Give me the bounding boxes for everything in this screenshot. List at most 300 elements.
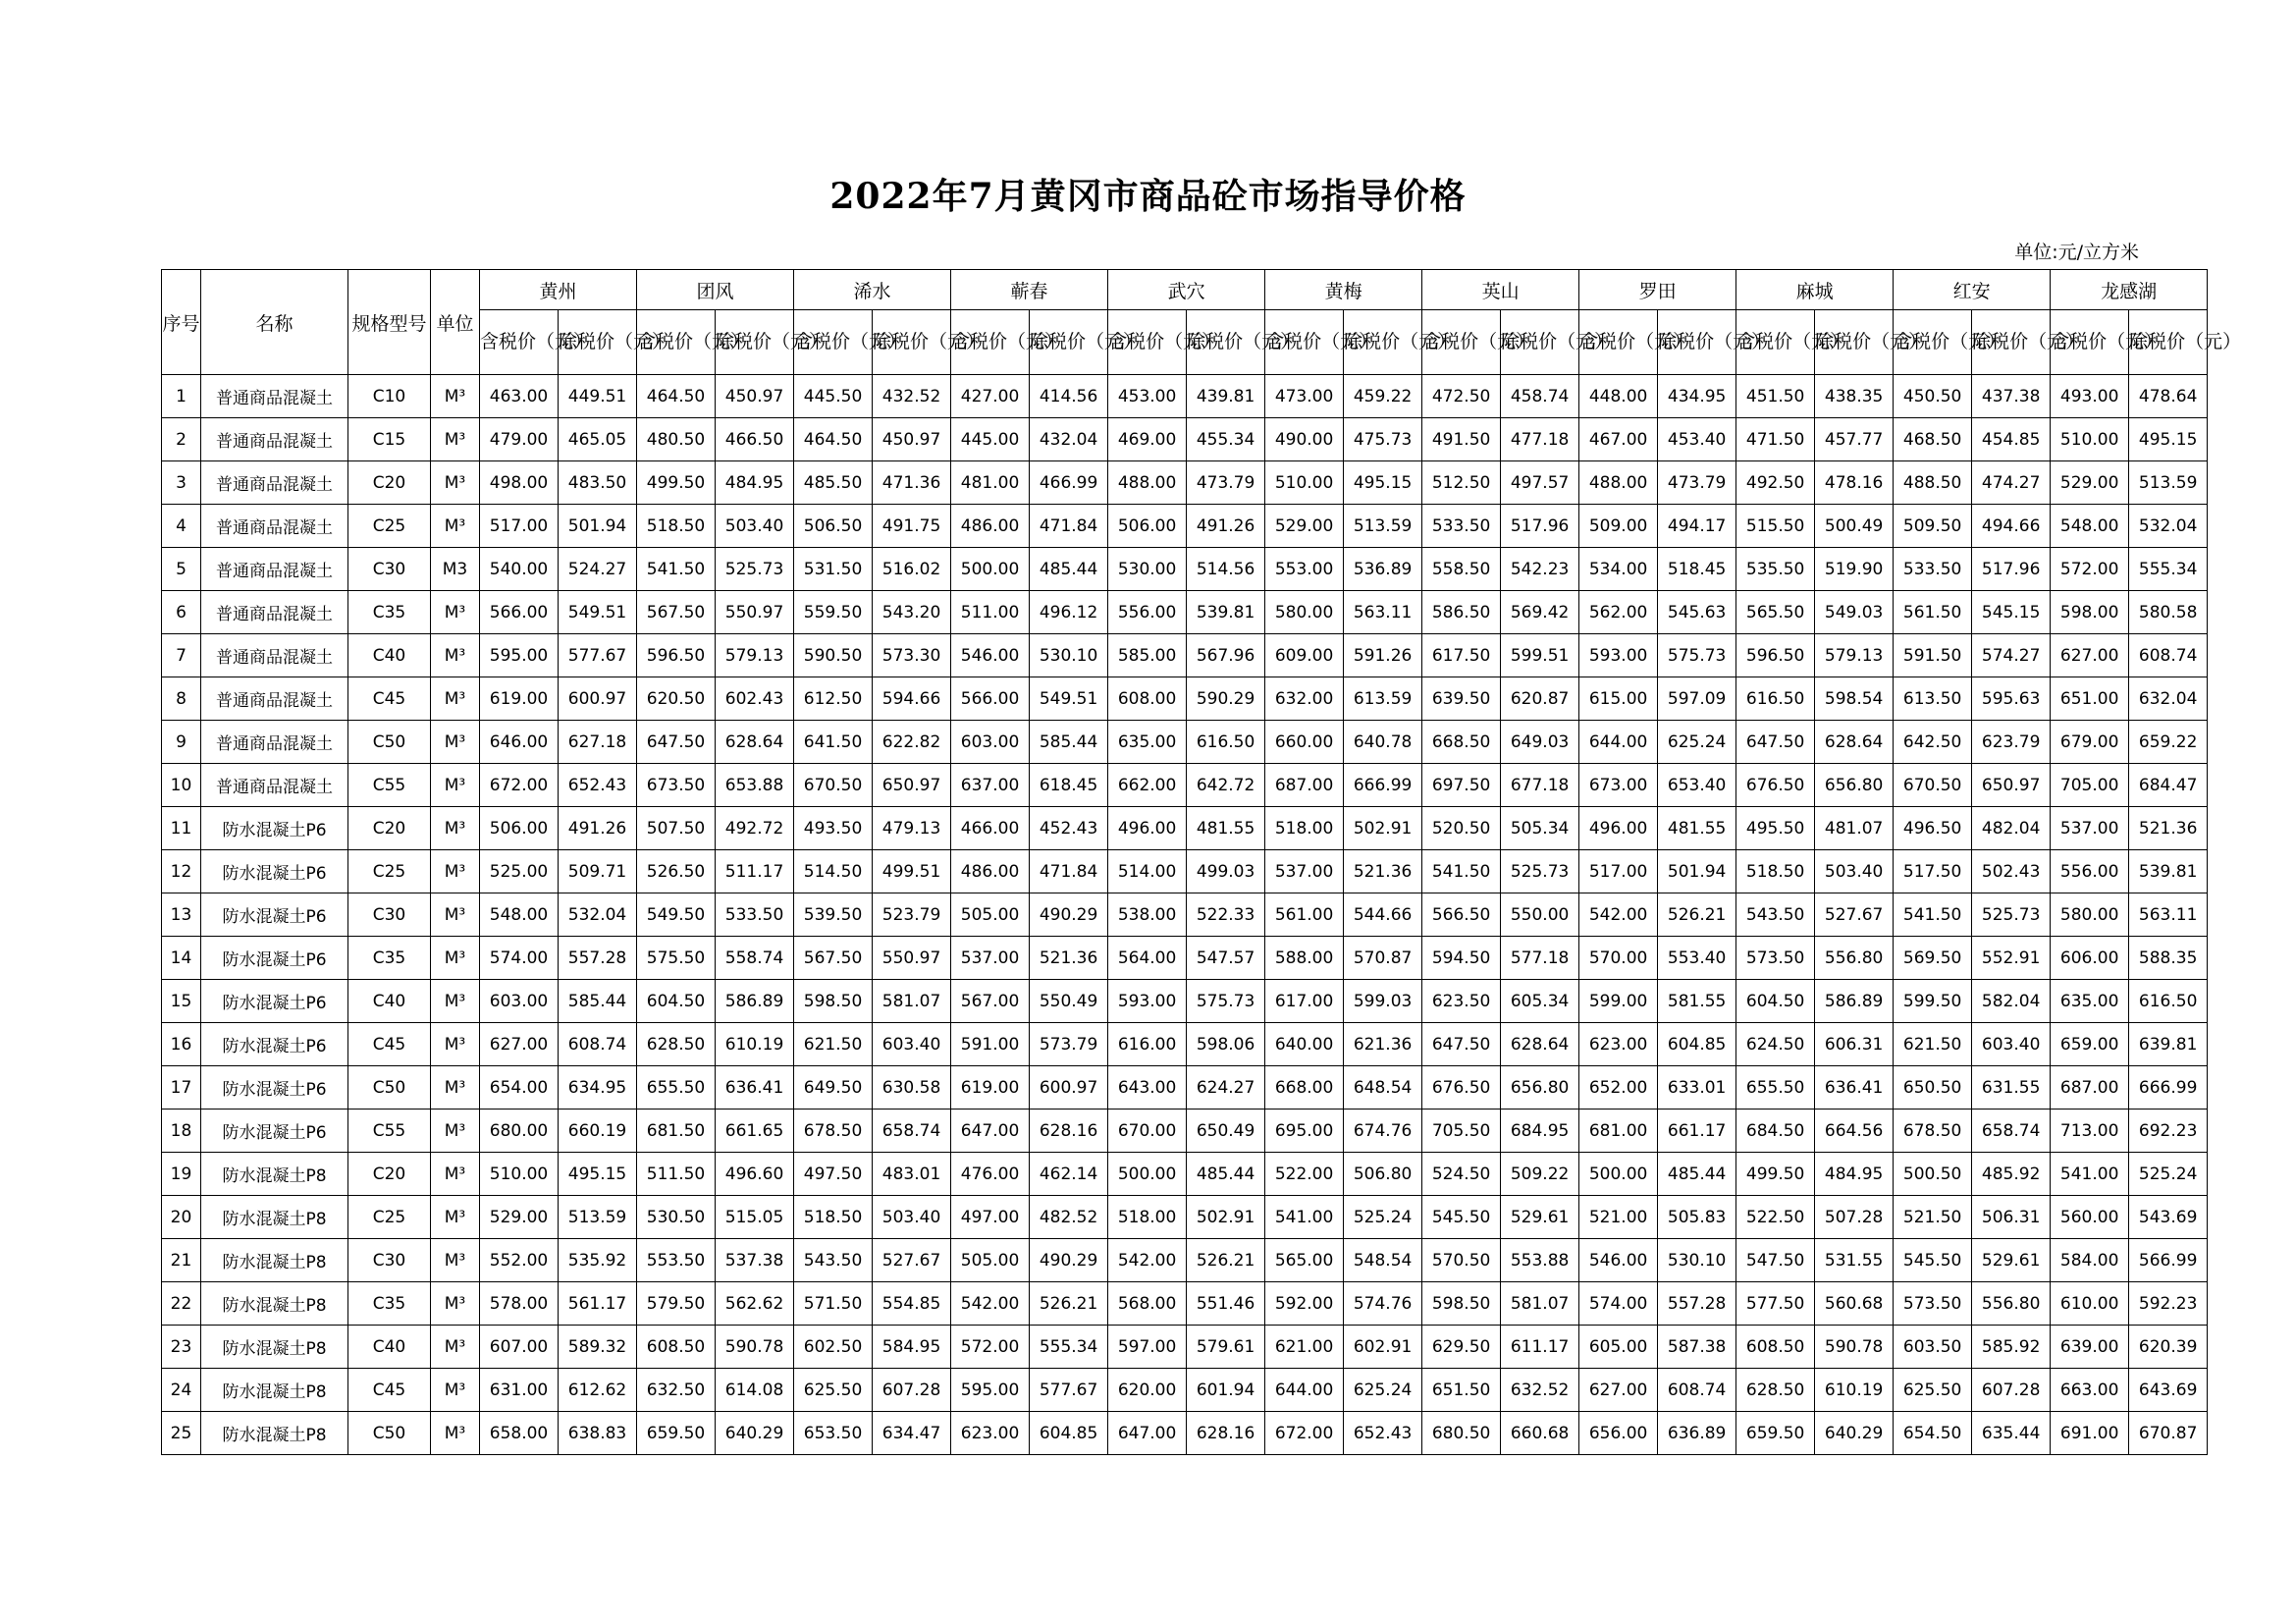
price-tax-included: 596.50 — [637, 634, 716, 677]
table-row — [162, 1412, 2208, 1455]
price-tax-included: 588.00 — [1265, 937, 1344, 980]
price-tax-included: 656.00 — [1579, 1412, 1658, 1455]
price-tax-excluded: 581.55 — [1658, 980, 1736, 1023]
price-tax-excluded: 611.17 — [1501, 1326, 1579, 1369]
price-tax-included: 500.50 — [1894, 1153, 1972, 1196]
price-tax-excluded: 550.97 — [873, 937, 951, 980]
price-tax-excluded: 551.46 — [1187, 1282, 1265, 1326]
price-tax-excluded: 548.54 — [1344, 1239, 1422, 1282]
price-tax-included: 598.00 — [2051, 591, 2129, 634]
price-tax-included: 673.50 — [637, 764, 716, 807]
price-tax-excluded: 495.15 — [2129, 418, 2208, 461]
price-tax-excluded: 432.52 — [873, 375, 951, 418]
price-tax-included: 573.50 — [1736, 937, 1815, 980]
row-name: 普通商品混凝土 — [201, 721, 348, 764]
price-tax-excluded: 521.36 — [1344, 850, 1422, 893]
price-tax-excluded: 537.38 — [716, 1239, 794, 1282]
price-tax-included: 680.50 — [1422, 1412, 1501, 1455]
header-tax-included: 含税价（元） — [1108, 310, 1187, 375]
price-tax-excluded: 479.13 — [873, 807, 951, 850]
region-header: 蕲春 — [951, 270, 1108, 310]
price-tax-included: 584.00 — [2051, 1239, 2129, 1282]
price-tax-included: 603.50 — [1894, 1326, 1972, 1369]
price-tax-excluded: 652.43 — [559, 764, 637, 807]
row-seq: 3 — [162, 461, 201, 505]
price-tax-included: 676.50 — [1736, 764, 1815, 807]
price-tax-included: 546.00 — [1579, 1239, 1658, 1282]
row-name: 防水混凝土P6 — [201, 1066, 348, 1110]
price-tax-excluded: 650.97 — [873, 764, 951, 807]
header-tax-excluded: 除税价（元） — [716, 310, 794, 375]
price-tax-excluded: 527.67 — [873, 1239, 951, 1282]
price-tax-excluded: 660.68 — [1501, 1412, 1579, 1455]
price-tax-included: 537.00 — [951, 937, 1030, 980]
price-tax-included: 526.50 — [637, 850, 716, 893]
row-seq: 17 — [162, 1066, 201, 1110]
price-tax-excluded: 605.34 — [1501, 980, 1579, 1023]
price-tax-included: 567.50 — [637, 591, 716, 634]
price-tax-included: 545.50 — [1894, 1239, 1972, 1282]
price-tax-included: 486.00 — [951, 850, 1030, 893]
row-spec: C55 — [348, 764, 431, 807]
price-tax-included: 560.00 — [2051, 1196, 2129, 1239]
price-tax-excluded: 549.03 — [1815, 591, 1894, 634]
price-tax-excluded: 588.35 — [2129, 937, 2208, 980]
price-tax-included: 476.00 — [951, 1153, 1030, 1196]
price-tax-excluded: 633.01 — [1658, 1066, 1736, 1110]
price-tax-excluded: 598.06 — [1187, 1023, 1265, 1066]
price-tax-included: 569.50 — [1894, 937, 1972, 980]
price-tax-excluded: 526.21 — [1658, 893, 1736, 937]
price-tax-excluded: 473.79 — [1658, 461, 1736, 505]
price-tax-excluded: 500.49 — [1815, 505, 1894, 548]
price-tax-excluded: 579.13 — [1815, 634, 1894, 677]
region-header: 团风 — [637, 270, 794, 310]
price-tax-included: 521.50 — [1894, 1196, 1972, 1239]
price-tax-excluded: 539.81 — [2129, 850, 2208, 893]
row-unit: M³ — [431, 1023, 480, 1066]
price-tax-included: 620.50 — [637, 677, 716, 721]
price-tax-excluded: 503.40 — [1815, 850, 1894, 893]
price-tax-included: 485.50 — [794, 461, 873, 505]
price-tax-included: 659.50 — [637, 1412, 716, 1455]
price-tax-included: 598.50 — [1422, 1282, 1501, 1326]
price-tax-excluded: 660.19 — [559, 1110, 637, 1153]
row-unit: M³ — [431, 764, 480, 807]
price-tax-excluded: 525.73 — [1501, 850, 1579, 893]
table-row — [162, 1369, 2208, 1412]
price-tax-excluded: 544.66 — [1344, 893, 1422, 937]
price-tax-excluded: 505.83 — [1658, 1196, 1736, 1239]
row-unit: M³ — [431, 505, 480, 548]
price-tax-excluded: 570.87 — [1344, 937, 1422, 980]
header-tax-included: 含税价（元） — [2051, 310, 2129, 375]
price-tax-excluded: 553.40 — [1658, 937, 1736, 980]
price-tax-included: 643.00 — [1108, 1066, 1187, 1110]
price-tax-excluded: 483.01 — [873, 1153, 951, 1196]
row-seq: 10 — [162, 764, 201, 807]
price-tax-excluded: 556.80 — [1972, 1282, 2051, 1326]
price-tax-excluded: 543.69 — [2129, 1196, 2208, 1239]
table-row — [162, 850, 2208, 893]
price-tax-included: 678.50 — [1894, 1110, 1972, 1153]
price-tax-excluded: 580.58 — [2129, 591, 2208, 634]
price-tax-included: 567.00 — [951, 980, 1030, 1023]
price-tax-excluded: 521.36 — [2129, 807, 2208, 850]
row-name: 防水混凝土P8 — [201, 1196, 348, 1239]
price-tax-excluded: 495.15 — [559, 1153, 637, 1196]
price-tax-included: 595.00 — [480, 634, 559, 677]
price-tax-included: 541.00 — [2051, 1153, 2129, 1196]
price-tax-excluded: 515.05 — [716, 1196, 794, 1239]
price-tax-excluded: 434.95 — [1658, 375, 1736, 418]
row-name: 防水混凝土P8 — [201, 1282, 348, 1326]
price-tax-excluded: 499.03 — [1187, 850, 1265, 893]
price-tax-excluded: 577.67 — [1030, 1369, 1108, 1412]
row-seq: 2 — [162, 418, 201, 461]
price-tax-included: 658.00 — [480, 1412, 559, 1455]
price-tax-included: 623.00 — [1579, 1023, 1658, 1066]
price-tax-excluded: 531.55 — [1815, 1239, 1894, 1282]
page-title: 2022年7月黄冈市商品砼市场指导价格 — [829, 176, 1467, 217]
price-tax-included: 500.00 — [951, 548, 1030, 591]
price-tax-excluded: 636.41 — [1815, 1066, 1894, 1110]
price-tax-excluded: 494.17 — [1658, 505, 1736, 548]
price-tax-included: 659.00 — [2051, 1023, 2129, 1066]
price-tax-excluded: 535.92 — [559, 1239, 637, 1282]
row-unit: M³ — [431, 980, 480, 1023]
region-header: 红安 — [1894, 270, 2051, 310]
price-tax-excluded: 602.91 — [1344, 1326, 1422, 1369]
price-tax-excluded: 526.21 — [1030, 1282, 1108, 1326]
price-tax-included: 620.00 — [1108, 1369, 1187, 1412]
price-tax-included: 647.00 — [1108, 1412, 1187, 1455]
header-spec: 规格型号 — [348, 270, 431, 375]
row-name: 防水混凝土P8 — [201, 1369, 348, 1412]
price-tax-included: 497.00 — [951, 1196, 1030, 1239]
price-tax-excluded: 525.24 — [2129, 1153, 2208, 1196]
row-spec: C40 — [348, 634, 431, 677]
price-tax-excluded: 474.27 — [1972, 461, 2051, 505]
row-seq: 6 — [162, 591, 201, 634]
price-tax-included: 545.50 — [1422, 1196, 1501, 1239]
price-tax-included: 679.00 — [2051, 721, 2129, 764]
price-tax-included: 512.50 — [1422, 461, 1501, 505]
price-tax-included: 705.50 — [1422, 1110, 1501, 1153]
price-tax-included: 705.00 — [2051, 764, 2129, 807]
price-tax-included: 608.50 — [1736, 1326, 1815, 1369]
row-spec: C35 — [348, 1282, 431, 1326]
price-tax-included: 540.00 — [480, 548, 559, 591]
price-tax-excluded: 471.36 — [873, 461, 951, 505]
price-tax-included: 488.00 — [1579, 461, 1658, 505]
header-tax-included: 含税价（元） — [1579, 310, 1658, 375]
price-tax-excluded: 481.55 — [1658, 807, 1736, 850]
row-name: 普通商品混凝土 — [201, 677, 348, 721]
price-tax-included: 695.00 — [1265, 1110, 1344, 1153]
price-tax-included: 647.50 — [1422, 1023, 1501, 1066]
price-tax-included: 543.50 — [1736, 893, 1815, 937]
price-tax-included: 518.50 — [637, 505, 716, 548]
price-tax-included: 604.50 — [1736, 980, 1815, 1023]
price-tax-included: 624.50 — [1736, 1023, 1815, 1066]
header-tax-excluded: 除税价（元） — [559, 310, 637, 375]
row-unit: M³ — [431, 418, 480, 461]
row-name: 防水混凝土P6 — [201, 850, 348, 893]
price-tax-included: 566.50 — [1422, 893, 1501, 937]
row-seq: 25 — [162, 1412, 201, 1455]
price-tax-included: 546.00 — [951, 634, 1030, 677]
price-tax-excluded: 525.73 — [716, 548, 794, 591]
price-tax-excluded: 638.83 — [559, 1412, 637, 1455]
price-tax-included: 641.50 — [794, 721, 873, 764]
price-tax-included: 605.00 — [1579, 1326, 1658, 1369]
price-tax-included: 637.00 — [951, 764, 1030, 807]
price-tax-excluded: 642.72 — [1187, 764, 1265, 807]
price-tax-excluded: 620.39 — [2129, 1326, 2208, 1369]
header-row-regions — [162, 270, 2208, 310]
price-tax-included: 654.50 — [1894, 1412, 1972, 1455]
row-seq: 24 — [162, 1369, 201, 1412]
price-tax-included: 680.00 — [480, 1110, 559, 1153]
price-tax-excluded: 558.74 — [716, 937, 794, 980]
row-seq: 15 — [162, 980, 201, 1023]
price-tax-excluded: 454.85 — [1972, 418, 2051, 461]
price-tax-included: 469.00 — [1108, 418, 1187, 461]
region-header: 黄州 — [480, 270, 637, 310]
price-tax-included: 497.50 — [794, 1153, 873, 1196]
row-seq: 7 — [162, 634, 201, 677]
table-row — [162, 893, 2208, 937]
price-tax-included: 534.00 — [1579, 548, 1658, 591]
price-tax-excluded: 484.95 — [1815, 1153, 1894, 1196]
price-tax-excluded: 485.44 — [1030, 548, 1108, 591]
price-tax-excluded: 610.19 — [1815, 1369, 1894, 1412]
price-tax-excluded: 640.78 — [1344, 721, 1422, 764]
price-tax-included: 572.00 — [2051, 548, 2129, 591]
table-row — [162, 1066, 2208, 1110]
row-spec: C25 — [348, 505, 431, 548]
price-tax-included: 533.50 — [1422, 505, 1501, 548]
price-tax-excluded: 628.16 — [1030, 1110, 1108, 1153]
price-tax-included: 565.00 — [1265, 1239, 1344, 1282]
price-tax-excluded: 563.11 — [2129, 893, 2208, 937]
price-tax-included: 509.50 — [1894, 505, 1972, 548]
price-tax-excluded: 557.28 — [1658, 1282, 1736, 1326]
price-tax-included: 541.00 — [1265, 1196, 1344, 1239]
price-tax-included: 509.00 — [1579, 505, 1658, 548]
table-body — [162, 375, 2208, 1455]
header-tax-excluded: 除税价（元） — [1344, 310, 1422, 375]
price-tax-excluded: 485.44 — [1187, 1153, 1265, 1196]
price-tax-included: 556.00 — [2051, 850, 2129, 893]
price-tax-excluded: 553.88 — [1501, 1239, 1579, 1282]
price-tax-included: 570.50 — [1422, 1239, 1501, 1282]
price-tax-included: 659.50 — [1736, 1412, 1815, 1455]
price-tax-excluded: 585.44 — [559, 980, 637, 1023]
row-seq: 12 — [162, 850, 201, 893]
price-tax-included: 635.00 — [1108, 721, 1187, 764]
price-tax-excluded: 501.94 — [1658, 850, 1736, 893]
price-tax-included: 627.00 — [1579, 1369, 1658, 1412]
price-tax-excluded: 650.97 — [1972, 764, 2051, 807]
price-tax-excluded: 653.88 — [716, 764, 794, 807]
price-tax-excluded: 653.40 — [1658, 764, 1736, 807]
price-tax-included: 493.00 — [2051, 375, 2129, 418]
row-seq: 20 — [162, 1196, 201, 1239]
price-tax-excluded: 618.45 — [1030, 764, 1108, 807]
price-tax-excluded: 602.43 — [716, 677, 794, 721]
price-tax-excluded: 616.50 — [2129, 980, 2208, 1023]
price-tax-excluded: 557.28 — [559, 937, 637, 980]
price-tax-included: 621.00 — [1265, 1326, 1344, 1369]
region-header: 龙感湖 — [2051, 270, 2208, 310]
row-name: 防水混凝土P8 — [201, 1153, 348, 1196]
price-tax-included: 473.00 — [1265, 375, 1344, 418]
price-tax-included: 521.00 — [1579, 1196, 1658, 1239]
price-tax-excluded: 475.73 — [1344, 418, 1422, 461]
price-tax-included: 562.00 — [1579, 591, 1658, 634]
header-tax-included: 含税价（元） — [1422, 310, 1501, 375]
price-tax-included: 628.50 — [637, 1023, 716, 1066]
price-tax-excluded: 606.31 — [1815, 1023, 1894, 1066]
header-tax-excluded: 除税价（元） — [1030, 310, 1108, 375]
price-tax-included: 604.50 — [637, 980, 716, 1023]
price-tax-included: 547.50 — [1736, 1239, 1815, 1282]
price-tax-included: 515.50 — [1736, 505, 1815, 548]
price-tax-excluded: 502.91 — [1344, 807, 1422, 850]
region-header: 黄梅 — [1265, 270, 1422, 310]
row-seq: 11 — [162, 807, 201, 850]
price-tax-excluded: 471.84 — [1030, 505, 1108, 548]
price-tax-excluded: 532.04 — [559, 893, 637, 937]
price-tax-included: 646.00 — [480, 721, 559, 764]
price-tax-excluded: 561.17 — [559, 1282, 637, 1326]
price-tax-excluded: 607.28 — [1972, 1369, 2051, 1412]
price-tax-excluded: 539.81 — [1187, 591, 1265, 634]
header-tax-excluded: 除税价（元） — [2129, 310, 2208, 375]
header-tax-excluded: 除税价（元） — [1972, 310, 2051, 375]
price-tax-included: 506.50 — [794, 505, 873, 548]
price-tax-excluded: 590.78 — [716, 1326, 794, 1369]
table-row — [162, 721, 2208, 764]
price-tax-excluded: 523.79 — [873, 893, 951, 937]
price-tax-excluded: 684.95 — [1501, 1110, 1579, 1153]
price-tax-included: 466.00 — [951, 807, 1030, 850]
row-spec: C20 — [348, 807, 431, 850]
row-unit: M³ — [431, 1066, 480, 1110]
price-tax-included: 655.50 — [637, 1066, 716, 1110]
price-tax-included: 650.50 — [1894, 1066, 1972, 1110]
row-seq: 9 — [162, 721, 201, 764]
price-tax-included: 530.50 — [637, 1196, 716, 1239]
price-tax-excluded: 573.30 — [873, 634, 951, 677]
row-seq: 5 — [162, 548, 201, 591]
price-tax-included: 713.00 — [2051, 1110, 2129, 1153]
price-tax-included: 491.50 — [1422, 418, 1501, 461]
price-tax-excluded: 547.57 — [1187, 937, 1265, 980]
price-tax-excluded: 437.38 — [1972, 375, 2051, 418]
price-tax-included: 564.00 — [1108, 937, 1187, 980]
price-tax-included: 571.50 — [794, 1282, 873, 1326]
price-tax-included: 486.00 — [951, 505, 1030, 548]
table-row — [162, 548, 2208, 591]
price-tax-included: 627.00 — [2051, 634, 2129, 677]
price-tax-included: 591.00 — [951, 1023, 1030, 1066]
price-tax-excluded: 636.41 — [716, 1066, 794, 1110]
row-spec: C25 — [348, 1196, 431, 1239]
price-tax-excluded: 607.28 — [873, 1369, 951, 1412]
price-tax-excluded: 491.26 — [559, 807, 637, 850]
table-row — [162, 1239, 2208, 1282]
price-tax-included: 678.50 — [794, 1110, 873, 1153]
row-seq: 23 — [162, 1326, 201, 1369]
price-tax-excluded: 628.16 — [1187, 1412, 1265, 1455]
price-tax-included: 517.00 — [1579, 850, 1658, 893]
price-tax-included: 697.50 — [1422, 764, 1501, 807]
price-tax-included: 623.00 — [951, 1412, 1030, 1455]
price-tax-excluded: 496.12 — [1030, 591, 1108, 634]
price-tax-excluded: 608.74 — [1658, 1369, 1736, 1412]
price-tax-included: 525.00 — [480, 850, 559, 893]
price-tax-excluded: 555.34 — [2129, 548, 2208, 591]
price-tax-excluded: 514.56 — [1187, 548, 1265, 591]
price-tax-included: 541.50 — [637, 548, 716, 591]
row-name: 防水混凝土P6 — [201, 893, 348, 937]
price-tax-excluded: 545.15 — [1972, 591, 2051, 634]
price-tax-excluded: 483.50 — [559, 461, 637, 505]
row-seq: 14 — [162, 937, 201, 980]
price-tax-excluded: 659.22 — [2129, 721, 2208, 764]
price-tax-excluded: 503.40 — [873, 1196, 951, 1239]
row-name: 防水混凝土P6 — [201, 1110, 348, 1153]
price-tax-excluded: 590.78 — [1815, 1326, 1894, 1369]
row-spec: C30 — [348, 548, 431, 591]
table-row — [162, 1196, 2208, 1239]
price-tax-excluded: 613.59 — [1344, 677, 1422, 721]
price-tax-excluded: 656.80 — [1501, 1066, 1579, 1110]
price-tax-included: 619.00 — [951, 1066, 1030, 1110]
price-tax-included: 541.50 — [1422, 850, 1501, 893]
header-tax-included: 含税价（元） — [480, 310, 559, 375]
price-tax-included: 445.50 — [794, 375, 873, 418]
header-tax-excluded: 除税价（元） — [1815, 310, 1894, 375]
price-tax-included: 549.50 — [637, 893, 716, 937]
price-tax-included: 542.00 — [951, 1282, 1030, 1326]
price-tax-excluded: 666.99 — [1344, 764, 1422, 807]
price-tax-included: 558.50 — [1422, 548, 1501, 591]
price-tax-included: 472.50 — [1422, 375, 1501, 418]
table-row — [162, 418, 2208, 461]
price-tax-included: 556.00 — [1108, 591, 1187, 634]
price-tax-included: 467.00 — [1579, 418, 1658, 461]
price-tax-included: 566.00 — [480, 591, 559, 634]
price-tax-excluded: 674.76 — [1344, 1110, 1422, 1153]
row-spec: C20 — [348, 461, 431, 505]
header-tax-included: 含税价（元） — [637, 310, 716, 375]
price-tax-excluded: 579.61 — [1187, 1326, 1265, 1369]
price-tax-included: 593.00 — [1579, 634, 1658, 677]
price-tax-included: 585.00 — [1108, 634, 1187, 677]
header-tax-excluded: 除税价（元） — [1658, 310, 1736, 375]
price-tax-excluded: 575.73 — [1658, 634, 1736, 677]
price-tax-excluded: 623.79 — [1972, 721, 2051, 764]
price-tax-included: 660.00 — [1265, 721, 1344, 764]
row-name: 防水混凝土P6 — [201, 937, 348, 980]
price-tax-included: 651.00 — [2051, 677, 2129, 721]
row-spec: C45 — [348, 677, 431, 721]
row-spec: C50 — [348, 721, 431, 764]
